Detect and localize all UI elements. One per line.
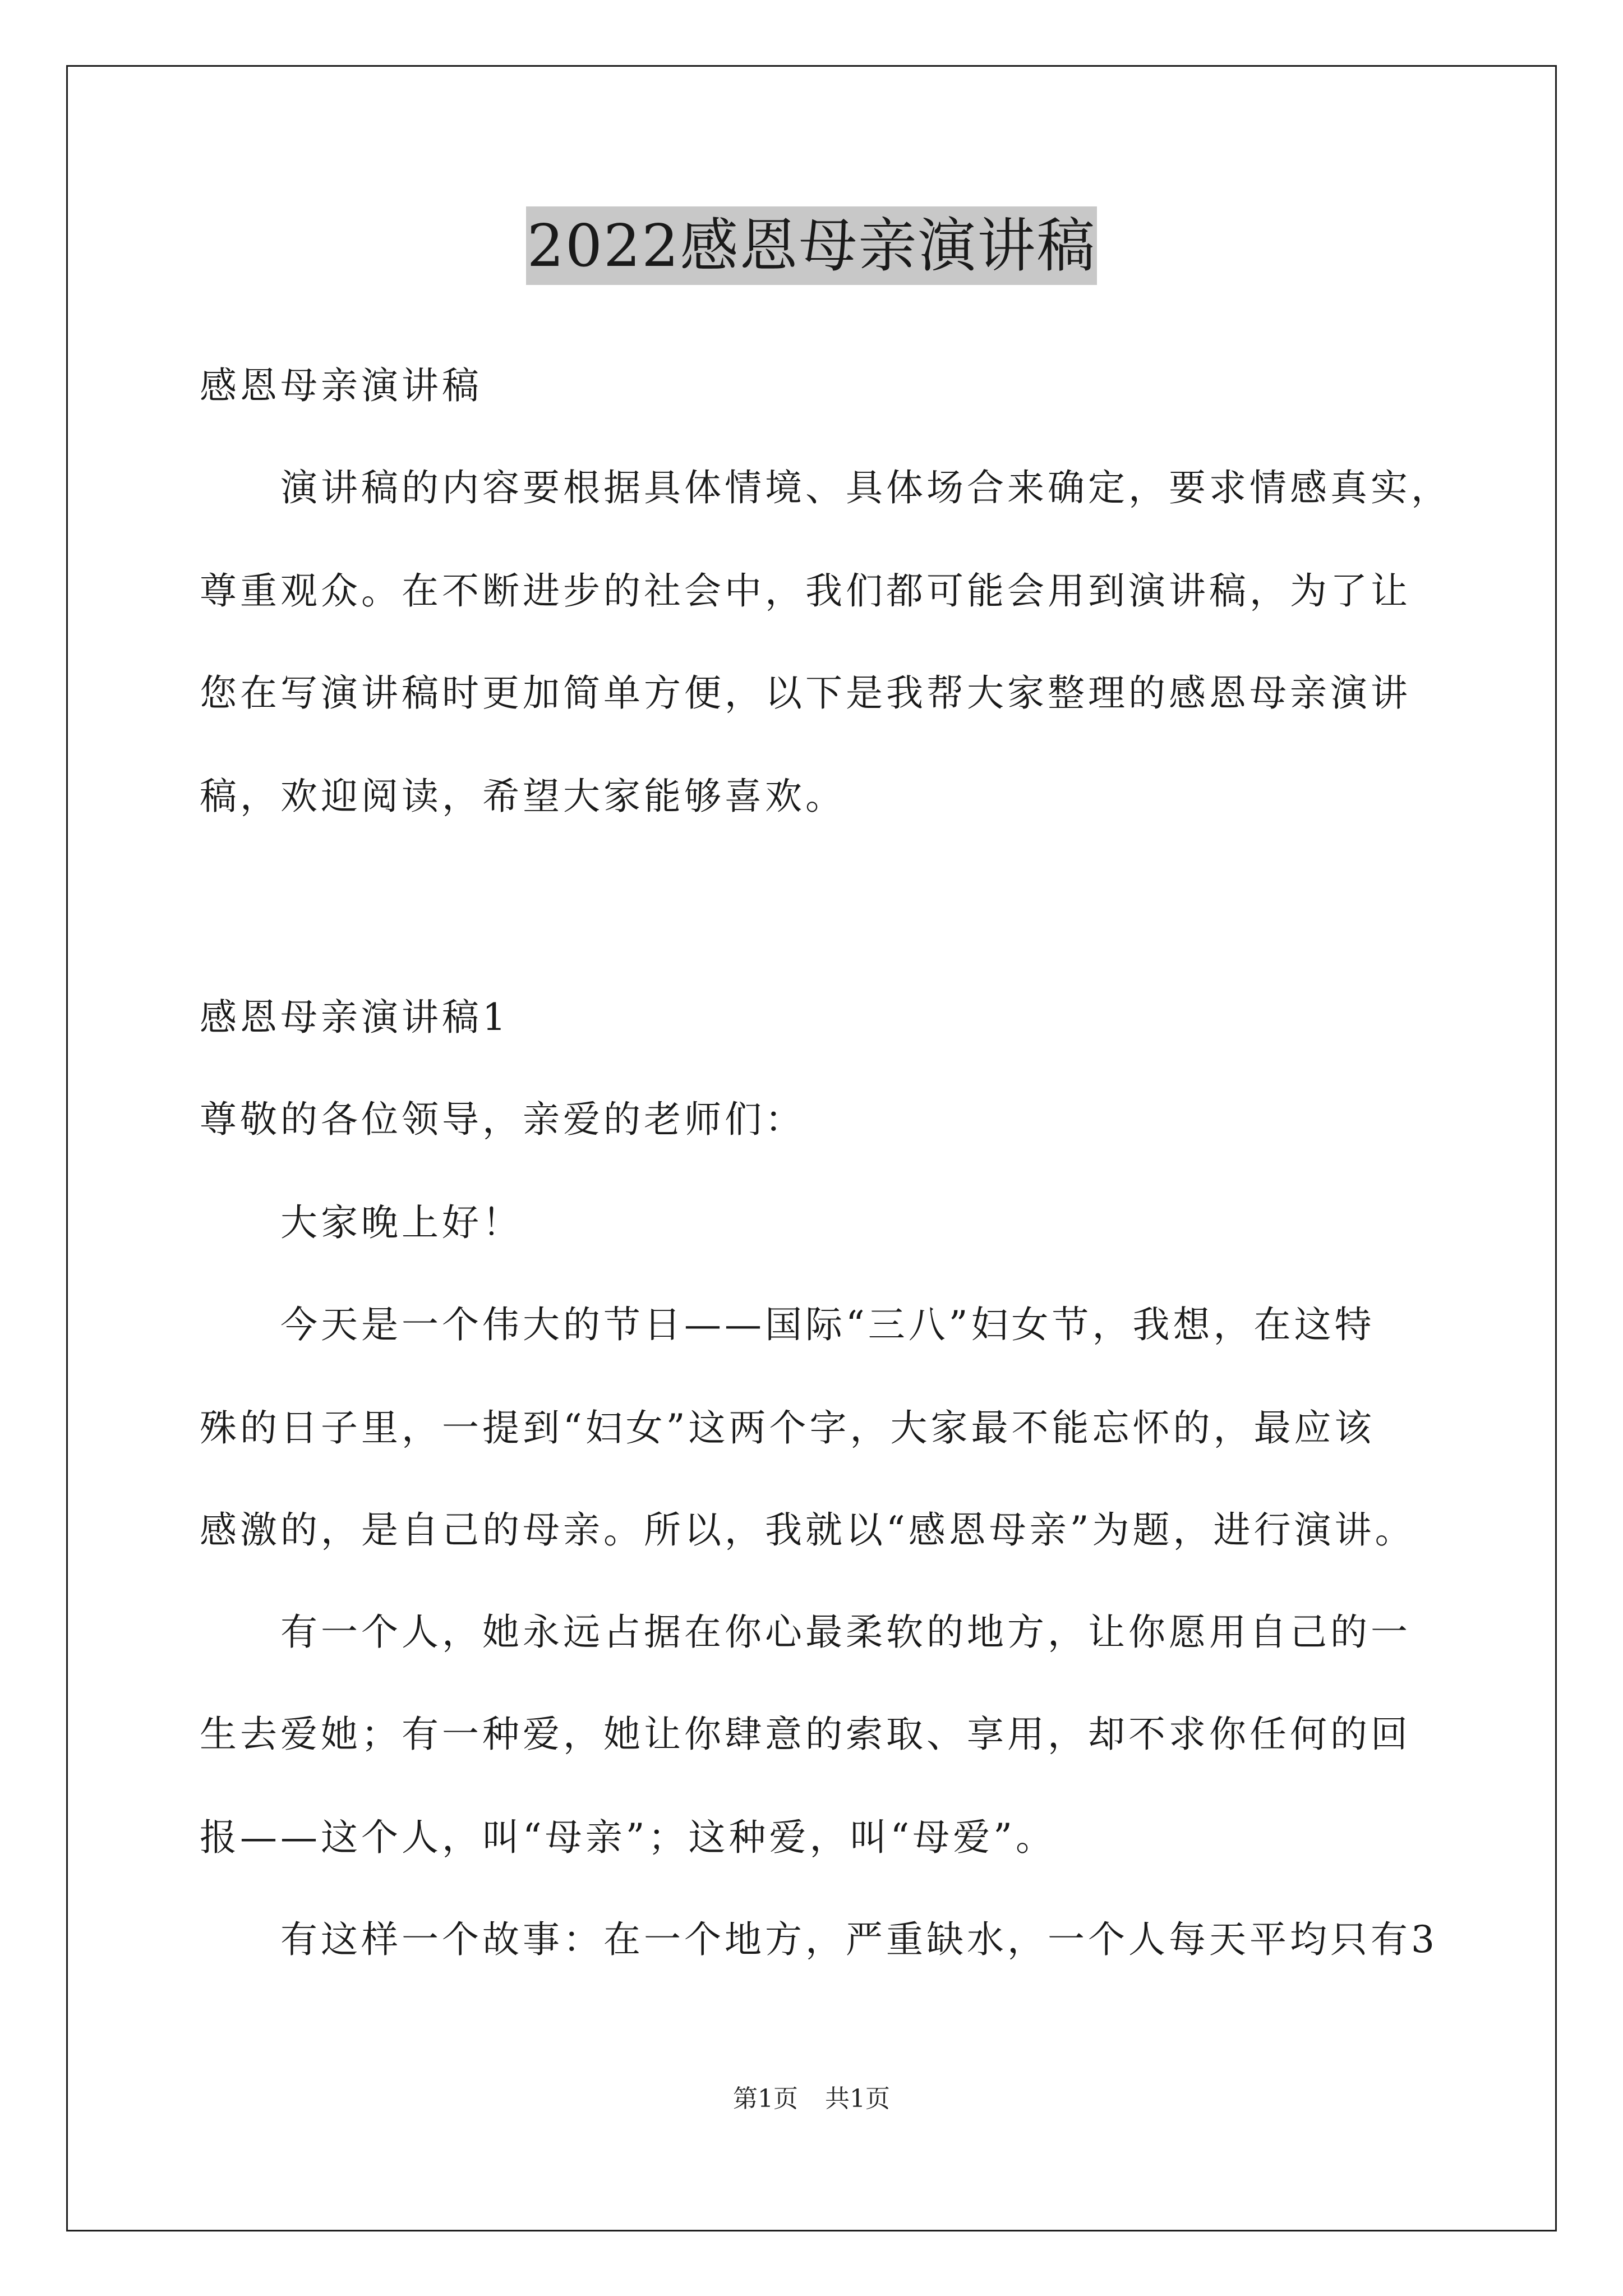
body-paragraph-line: 报——这个人，叫“母亲”；这种爱，叫“母爱”。 [200, 1816, 1056, 1859]
body-paragraph-line: 生去爱她；有一种爱，她让你肆意的索取、享用，却不求你任何的回 [200, 1713, 1411, 1756]
body-paragraph-line: 感激的，是自己的母亲。所以，我就以“感恩母亲”为题，进行演讲。 [200, 1508, 1415, 1552]
section-heading: 感恩母亲演讲稿 [200, 364, 482, 407]
title-container [0, 206, 1623, 285]
intro-paragraph-line: 尊重观众。在不断进步的社会中，我们都可能会用到演讲稿，为了让 [200, 569, 1411, 613]
intro-paragraph-line: 您在写演讲稿时更加简单方便，以下是我帮大家整理的感恩母亲演讲 [200, 671, 1411, 715]
page-number: 第1页 [733, 2085, 798, 2113]
body-paragraph-line: 有一个人，她永远占据在你心最柔软的地方，让你愿用自己的一 [280, 1611, 1411, 1654]
body-paragraph-line: 殊的日子里，一提到“妇女”这两个字，大家最不能忘怀的，最应该 [200, 1406, 1375, 1450]
page-total: 共1页 [825, 2085, 890, 2113]
page-footer [0, 2082, 1623, 2116]
salutation-line: 尊敬的各位领导，亲爱的老师们： [200, 1098, 805, 1141]
speech-heading: 感恩母亲演讲稿1 [200, 996, 509, 1039]
body-paragraph-line: 有这样一个故事：在一个地方，严重缺水，一个人每天平均只有3 [280, 1918, 1438, 1961]
body-paragraph-line: 今天是一个伟大的节日——国际“三八”妇女节，我想，在这特 [280, 1303, 1375, 1346]
intro-paragraph-line: 稿，欢迎阅读，希望大家能够喜欢。 [200, 775, 846, 818]
greeting-line: 大家晚上好！ [280, 1201, 523, 1244]
document-title: 2022感恩母亲演讲稿 [526, 206, 1098, 285]
intro-paragraph-line: 演讲稿的内容要根据具体情境、具体场合来确定，要求情感真实， [280, 466, 1451, 509]
